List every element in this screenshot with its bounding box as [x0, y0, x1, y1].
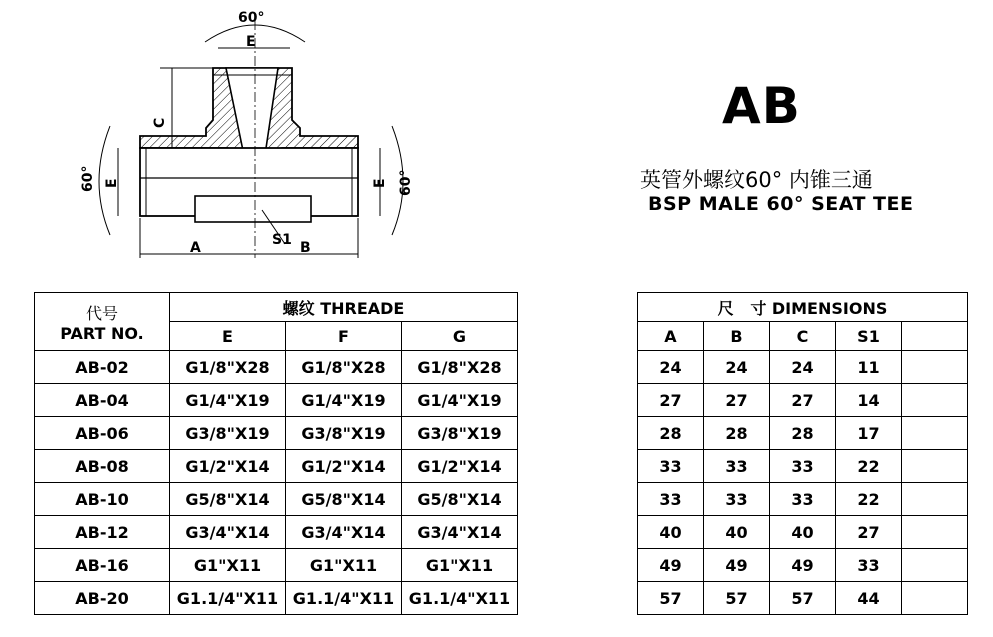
- dim-b-cell: 40: [704, 516, 770, 549]
- angle-left-label: 60°: [80, 165, 96, 192]
- table-row: [35, 384, 518, 417]
- dim-empty-cell: [902, 417, 968, 450]
- table-row: [35, 483, 518, 516]
- table-row: [35, 351, 518, 384]
- table-row: [638, 417, 968, 450]
- dim-c-cell: 27: [770, 384, 836, 417]
- thread-e-cell: G3/8"X19: [170, 417, 286, 450]
- thread-e-cell: G1.1/4"X11: [170, 582, 286, 615]
- thread-f-cell: G1"X11: [286, 549, 402, 582]
- dim-s1-cell: 22: [836, 450, 902, 483]
- col-a-header: A: [638, 322, 704, 351]
- part-no-cell: AB-06: [35, 417, 170, 450]
- dim-a-cell: 33: [638, 483, 704, 516]
- col-g-header: G: [402, 322, 518, 351]
- thread-header: 螺纹 THREADE: [170, 293, 518, 322]
- part-no-header-en: PART NO.: [60, 323, 144, 343]
- part-no-header-cn: 代号: [85, 303, 118, 323]
- dim-e-top-label: E: [246, 34, 256, 50]
- angle-right-label: 60°: [398, 169, 414, 196]
- dim-empty-cell: [902, 351, 968, 384]
- dim-c-label: C: [152, 117, 168, 128]
- dim-empty-cell: [902, 384, 968, 417]
- thread-f-cell: G3/4"X14: [286, 516, 402, 549]
- table-row: [638, 384, 968, 417]
- dim-e-left-label: E: [104, 178, 120, 188]
- horizontal-body: [140, 148, 358, 222]
- dim-s1-cell: 44: [836, 582, 902, 615]
- dim-empty-cell: [902, 516, 968, 549]
- dim-s1-cell: 33: [836, 549, 902, 582]
- thread-f-cell: G1/4"X19: [286, 384, 402, 417]
- dim-c-cell: 49: [770, 549, 836, 582]
- thread-g-cell: G3/8"X19: [402, 417, 518, 450]
- dim-b-cell: 33: [704, 450, 770, 483]
- dim-empty-cell: [902, 483, 968, 516]
- col-c-header: C: [770, 322, 836, 351]
- dim-empty-cell: [902, 450, 968, 483]
- table-row: [638, 516, 968, 549]
- thread-e-cell: G3/4"X14: [170, 516, 286, 549]
- thread-f-cell: G1/8"X28: [286, 351, 402, 384]
- thread-table: [34, 292, 518, 615]
- table-row: [638, 351, 968, 384]
- dim-s1-cell: 17: [836, 417, 902, 450]
- dimensions-header: 尺 寸 DIMENSIONS: [638, 293, 968, 322]
- table-row: [35, 417, 518, 450]
- dim-c-cell: 57: [770, 582, 836, 615]
- dim-c-cell: 40: [770, 516, 836, 549]
- thread-g-cell: G3/4"X14: [402, 516, 518, 549]
- thread-f-cell: G1/2"X14: [286, 450, 402, 483]
- col-s1-header: S1: [836, 322, 902, 351]
- dim-b-label: B: [300, 240, 311, 256]
- dim-s1-cell: 14: [836, 384, 902, 417]
- part-no-cell: AB-10: [35, 483, 170, 516]
- dim-s1-label: S1: [272, 232, 292, 248]
- part-no-cell: AB-12: [35, 516, 170, 549]
- dim-s1-cell: 11: [836, 351, 902, 384]
- col-f-header: F: [286, 322, 402, 351]
- product-name-en: BSP MALE 60° SEAT TEE: [648, 193, 914, 215]
- part-no-cell: AB-08: [35, 450, 170, 483]
- dim-c-cell: 33: [770, 483, 836, 516]
- dim-a-cell: 27: [638, 384, 704, 417]
- dim-empty-cell: [902, 549, 968, 582]
- thread-e-cell: G1/8"X28: [170, 351, 286, 384]
- thread-e-cell: G5/8"X14: [170, 483, 286, 516]
- col-e-header: E: [170, 322, 286, 351]
- dim-empty-cell: [902, 582, 968, 615]
- part-no-cell: AB-04: [35, 384, 170, 417]
- product-name-cn: 英管外螺纹60° 内锥三通: [640, 168, 873, 192]
- dim-s1-cell: 27: [836, 516, 902, 549]
- dim-a-cell: 57: [638, 582, 704, 615]
- part-no-cell: AB-16: [35, 549, 170, 582]
- dim-b-cell: 57: [704, 582, 770, 615]
- table-row: [638, 582, 968, 615]
- dim-b-cell: 24: [704, 351, 770, 384]
- table-row: [638, 549, 968, 582]
- dim-b-cell: 28: [704, 417, 770, 450]
- dim-a-cell: 49: [638, 549, 704, 582]
- thread-f-cell: G1.1/4"X11: [286, 582, 402, 615]
- dimension-table: [637, 292, 968, 615]
- table-row: [35, 516, 518, 549]
- part-no-header: [35, 293, 170, 351]
- table-row: [35, 582, 518, 615]
- col-empty-header: [902, 322, 968, 351]
- thread-g-cell: G1.1/4"X11: [402, 582, 518, 615]
- tee-drawing: [0, 0, 440, 270]
- dim-c-cell: 28: [770, 417, 836, 450]
- table-row: [35, 549, 518, 582]
- dim-a-label: A: [190, 240, 201, 256]
- dim-b-cell: 49: [704, 549, 770, 582]
- dim-s1-cell: 22: [836, 483, 902, 516]
- dim-a-cell: 40: [638, 516, 704, 549]
- col-b-header: B: [704, 322, 770, 351]
- thread-g-cell: G5/8"X14: [402, 483, 518, 516]
- thread-g-cell: G1/4"X19: [402, 384, 518, 417]
- dim-a-cell: 28: [638, 417, 704, 450]
- dim-b-cell: 27: [704, 384, 770, 417]
- thread-g-cell: G1/8"X28: [402, 351, 518, 384]
- dim-a-cell: 24: [638, 351, 704, 384]
- angle-top-label: 60°: [238, 10, 265, 26]
- dim-e-right-label: E: [372, 178, 388, 188]
- thread-e-cell: G1"X11: [170, 549, 286, 582]
- dim-c-cell: 24: [770, 351, 836, 384]
- table-row: [638, 450, 968, 483]
- thread-e-cell: G1/2"X14: [170, 450, 286, 483]
- thread-f-cell: G5/8"X14: [286, 483, 402, 516]
- table-row: [35, 450, 518, 483]
- part-no-cell: AB-02: [35, 351, 170, 384]
- product-code: AB: [722, 77, 801, 135]
- table-row: [638, 483, 968, 516]
- thread-g-cell: G1/2"X14: [402, 450, 518, 483]
- dim-a-cell: 33: [638, 450, 704, 483]
- thread-f-cell: G3/8"X19: [286, 417, 402, 450]
- thread-e-cell: G1/4"X19: [170, 384, 286, 417]
- dim-b-cell: 33: [704, 483, 770, 516]
- part-no-cell: AB-20: [35, 582, 170, 615]
- dim-c-cell: 33: [770, 450, 836, 483]
- thread-g-cell: G1"X11: [402, 549, 518, 582]
